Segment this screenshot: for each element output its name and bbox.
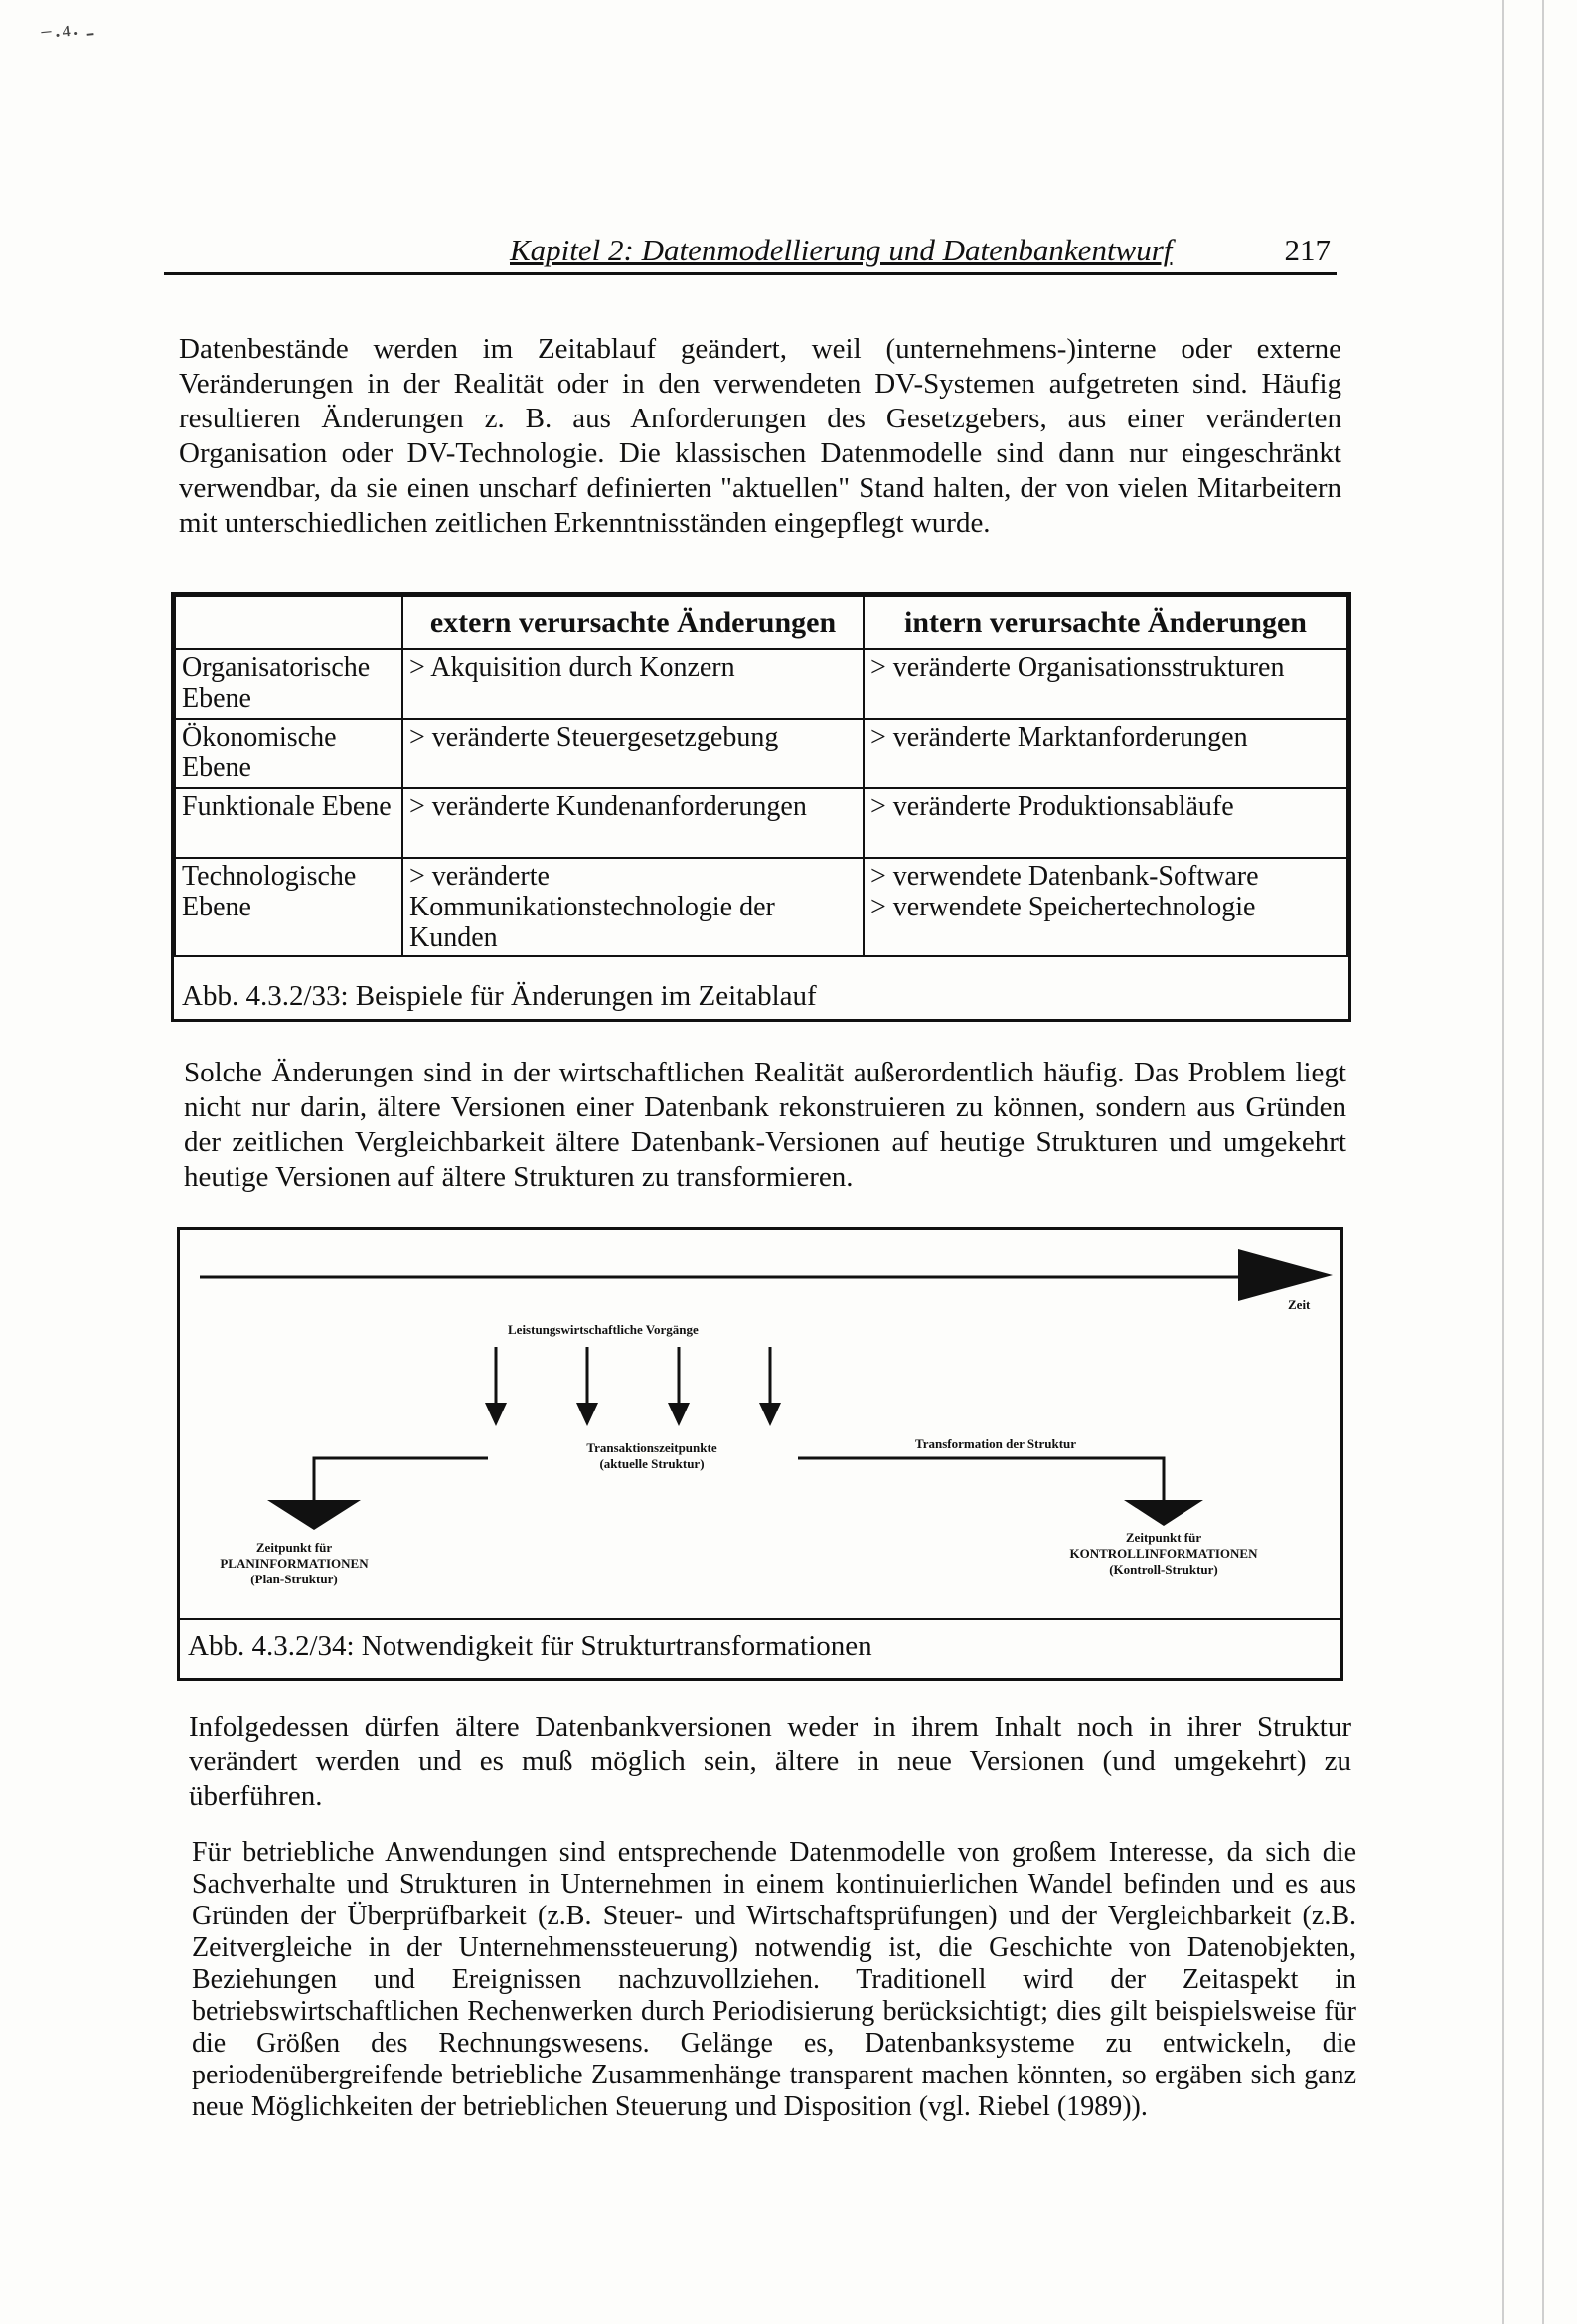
paragraph-problem: Solche Änderungen sind in der wirtschaftlichen Realität außerordentlich häufig. Das Problem liegt nicht nur darin, ältere Versionen einer Datenbank rekonstruieren zu können, sondern aus Gründen der zeitlichen Vergleichbarkeit ältere Datenbank-Versionen auf heutige Strukturen und umgekehrt heutige Versionen auf ältere Strukturen zu transformieren.: [184, 1057, 1346, 1193]
figure-caption: Abb. 4.3.2/34: Notwendigkeit für Strukturtransformationen: [188, 1630, 872, 1662]
control-label-line: KONTROLLINFORMATIONEN: [1069, 1546, 1258, 1561]
figure-caption: Abb. 4.3.2/33: Beispiele für Änderungen im Zeitablauf: [182, 980, 817, 1012]
paragraph-intro: Datenbestände werden im Zeitablauf geändert, weil (unternehmens-)interne oder externe Veränderungen in der Realität oder in den verwendeten DV-Systemen aufgetreten sind. Häufig resultieren Änderungen z. B. aus Anforderungen des Gesetzgebers, aus einer veränderten Organisation oder DV-Technologie. Die klassischen Datenmodelle sind dann nur eingeschränkt verwendbar, da sie einen unscharf definierten "aktuellen" Stand halten, der von vielen Mitarbeitern mit unterschiedlichen zeitlichen Erkenntnisständen eingepflegt wurde.: [179, 333, 1341, 539]
table-row: [175, 858, 1347, 956]
control-label-line: (Kontroll-Struktur): [1109, 1562, 1218, 1577]
plan-label-line: (Plan-Struktur): [250, 1572, 338, 1586]
scan-artifact: ⁻·⁴· -: [38, 17, 96, 52]
process-arrowhead: [485, 1403, 507, 1426]
plan-label-line: Zeitpunkt für: [255, 1540, 333, 1555]
scan-edge-line: [1542, 0, 1544, 2324]
table-header-row: [175, 596, 1347, 649]
table-header-cell: [175, 596, 402, 649]
transaction-sublabel: (aktuelle Struktur): [599, 1456, 705, 1471]
table-header-cell: intern verursachte Änderungen: [864, 596, 1347, 649]
process-arrowhead: [759, 1403, 781, 1426]
table-cell-internal: > veränderte Produktionsabläufe: [864, 788, 1347, 858]
table-header-cell: extern verursachte Änderungen: [402, 596, 864, 649]
scan-edge-line: [1502, 0, 1504, 2324]
table-cell-level: Organisatorische Ebene: [175, 649, 402, 719]
figure-structure-transformation: [177, 1227, 1343, 1681]
processes-label: Leistungswirtschaftliche Vorgänge: [508, 1322, 699, 1337]
table-cell-external: > Akquisition durch Konzern: [402, 649, 864, 719]
table-cell-internal: > veränderte Marktanforderungen: [864, 719, 1347, 788]
transformation-label: Transformation der Struktur: [915, 1436, 1077, 1451]
table-cell-internal: [864, 858, 1347, 956]
plan-connector: [314, 1458, 488, 1500]
figure-changes-table: [171, 592, 1351, 1022]
page-number: 217: [1284, 233, 1331, 267]
table-cell-internal: > veränderte Organisationsstrukturen: [864, 649, 1347, 719]
table-cell-level: Technologische Ebene: [175, 858, 402, 956]
control-timepoint-label: [1054, 1530, 1273, 1577]
control-arrowhead: [1124, 1500, 1203, 1526]
figure-caption-box: [180, 1618, 1340, 1678]
transaction-label: [543, 1440, 761, 1472]
paragraph-applications: Für betriebliche Anwendungen sind entsprechende Datenmodelle von großem Interesse, da sich die Sachverhalte und Strukturen in Unternehmen in einem kontinuierlichen Wandel befinden und es aus Gründen der Überprüfbarkeit (z.B. Steuer- und Wirtschaftsprüfungen) und der Vergleichbarkeit (z.B. Zeitvergleiche in der Unternehmenssteuerung) notwendig ist, die Geschichte von Datenobjekten, Beziehungen und Ereignissen nachzuvollziehen. Traditionell wird der Zeitaspekt in betriebswirtschaftlichen Rechenwerken durch Periodisierung berücksichtigt; dies gilt beispielsweise für die Größen des Rechnungswesens. Gelänge es, Datenbanksysteme zu entwickeln, die periodenübergreifende betriebliche Zusammenhänge transparent machen könnten, so ergäben sich ganz neue Möglichkeiten der betrieblichen Steuerung und Disposition (vgl. Riebel (1989)).: [192, 1837, 1356, 2122]
transaction-label-text: Transaktionszeitpunkte: [586, 1440, 717, 1455]
changes-table: [174, 595, 1348, 957]
control-connector: [798, 1458, 1164, 1500]
chapter-title: Kapitel 2: Datenmodellierung und Datenbankentwurf: [510, 233, 1173, 267]
table-row: [175, 719, 1347, 788]
process-arrows: [485, 1347, 781, 1426]
table-cell-level: Funktionale Ebene: [175, 788, 402, 858]
process-arrowhead: [576, 1403, 598, 1426]
process-arrowhead: [668, 1403, 690, 1426]
plan-arrowhead: [267, 1500, 361, 1530]
table-cell-level: Ökonomische Ebene: [175, 719, 402, 788]
table-cell-external: > veränderte Kundenanforderungen: [402, 788, 864, 858]
table-row: [175, 649, 1347, 719]
page-header: [164, 221, 1337, 275]
table-cell-external: > veränderte Steuergesetzgebung: [402, 719, 864, 788]
plan-label-line: PLANINFORMATIONEN: [220, 1556, 369, 1571]
plan-timepoint-label: [200, 1540, 389, 1587]
time-label: Zeit: [1288, 1297, 1311, 1312]
paragraph-consequence: Infolgedessen dürfen ältere Datenbankversionen weder in ihrem Inhalt noch in ihrer Struktur verändert werden und es muß möglich sein, ältere in neue Versionen (und umgekehrt) zu überführen.: [189, 1711, 1351, 1812]
table-row: [175, 788, 1347, 858]
control-label-line: Zeitpunkt für: [1125, 1530, 1202, 1545]
table-cell-external: > veränderte Kommunikationstechnologie der Kunden: [402, 858, 864, 956]
table-cell-internal-line: > verwendete Speichertechnologie: [870, 892, 1256, 922]
table-cell-internal-line: > verwendete Datenbank-Software: [870, 861, 1259, 892]
time-arrow-head: [1238, 1249, 1333, 1301]
